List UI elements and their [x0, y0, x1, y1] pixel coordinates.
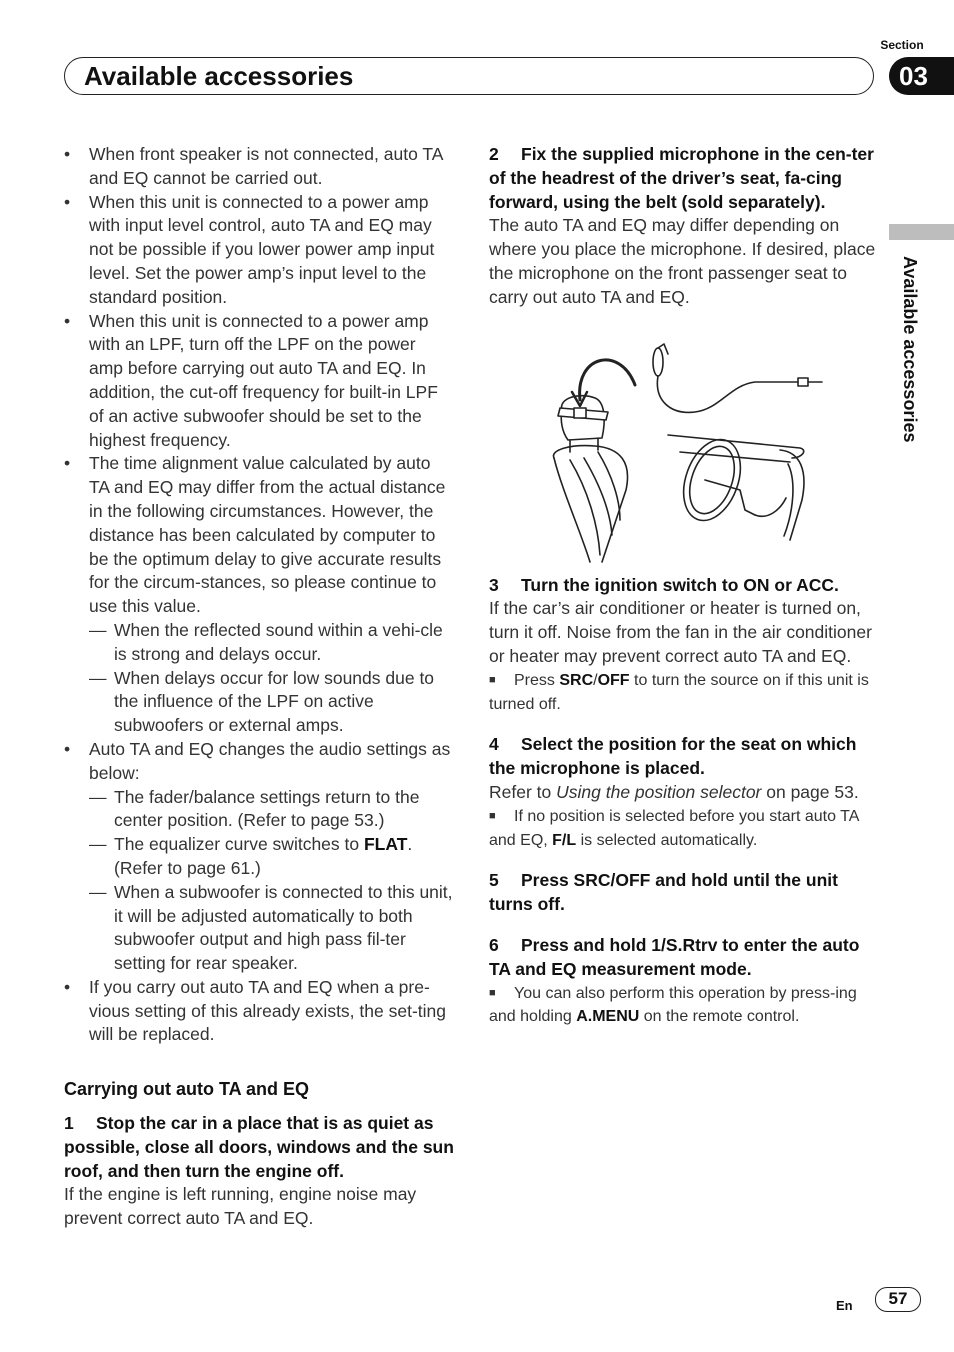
bullet-item: • If you carry out auto TA and EQ when a pre-vious setting of this already exists, the set-ting will be replaced.	[64, 976, 446, 1045]
side-label: Available accessories	[900, 256, 920, 443]
step-title: 4 Select the position for the seat on which the microphone is placed.	[489, 734, 857, 779]
left-column	[64, 143, 454, 1231]
note: ■ You can also perform this operation by press-ing and holding A.MENU on the remote control.	[489, 982, 881, 1030]
page-title: Available accessories	[84, 61, 354, 91]
microphone-installation-illustration	[540, 340, 840, 570]
step-body: Refer to Using the position selector on page 53.	[489, 781, 859, 802]
step-title: 1 Stop the car in a place that is as quiet as possible, close all doors, windows and the sun roof, and then turn the engine off.	[64, 1113, 454, 1181]
step-body: The auto TA and EQ may differ depending on where you place the microphone. If desired, place the microphone on the front passenger seat to carry out auto TA and EQ.	[489, 215, 876, 307]
step-body: If the car’s air conditioner or heater is turned on, turn it off. Noise from the fan in the air conditioner or heater may prevent correct auto TA and EQ.	[489, 598, 872, 666]
bullet-item: • When front speaker is not connected, auto TA and EQ cannot be carried out.	[64, 144, 443, 188]
section-label: Section	[880, 38, 924, 52]
page-number: 57	[875, 1287, 921, 1312]
section-number: 03	[899, 61, 928, 91]
dash-item: — When the reflected sound within a vehi-cle is strong and delays occur.	[89, 619, 443, 664]
step-title: 5 Press SRC/OFF and hold until the unit turns off.	[489, 870, 838, 915]
square-bullet-icon: ■	[489, 673, 496, 686]
square-bullet-icon: ■	[489, 986, 496, 999]
bullet-item: • When this unit is connected to a power amp with input level control, auto TA and EQ may not be possible if you lower power amp input level. Set the power amp’s input level to the standard position.	[64, 191, 435, 307]
bullet-item: • The time alignment value calculated by auto TA and EQ may differ from the actual distance in the following circumstances. However, the distance has been calculated by computer to be the optimum delay to give accurate results for the circum-stances, so please continue to use this value.	[64, 453, 446, 617]
note: ■ Press SRC/OFF to turn the source on if this unit is turned off.	[489, 669, 881, 717]
note: ■ If no position is selected before you start auto TA and EQ, F/L is selected automatically.	[489, 805, 881, 853]
dash-item: — The fader/balance settings return to the center position. (Refer to page 53.)	[89, 786, 420, 831]
side-tab-bar	[889, 224, 954, 240]
bullet-item: • Auto TA and EQ changes the audio settings as below:	[64, 738, 451, 783]
step-title: 6 Press and hold 1/S.Rtrv to enter the auto TA and EQ measurement mode.	[489, 934, 860, 979]
dash-item: — When delays occur for low sounds due to the influence of the LPF on active subwoofers or external amps.	[89, 667, 435, 736]
step-title: 3 Turn the ignition switch to ON or ACC.	[489, 574, 839, 595]
dash-item: — When a subwoofer is connected to this unit, it will be adjusted automatically to both subwoofer output and high pass fil-ter setting for rear speaker.	[89, 881, 453, 974]
step-title: 2 Fix the supplied microphone in the cen-ter of the headrest of the driver’s seat, fa-cing forward, using the belt (sold separately).	[489, 144, 874, 212]
right-column	[489, 143, 881, 1029]
language-label: En	[836, 1298, 853, 1313]
step-body: If the engine is left running, engine noise may prevent correct auto TA and EQ.	[64, 1184, 417, 1229]
square-bullet-icon: ■	[489, 809, 496, 822]
section-heading: Carrying out auto TA and EQ	[64, 1079, 310, 1100]
bullet-item: • When this unit is connected to a power amp with an LPF, turn off the LPF on the power amp before carrying out auto TA and EQ. In addition, the cut-off frequency for built-in LPF of an active subwoofer should be set to the highest frequency.	[64, 310, 438, 450]
dash-item: — The equalizer curve switches to FLAT. (Refer to page 61.)	[89, 834, 413, 878]
